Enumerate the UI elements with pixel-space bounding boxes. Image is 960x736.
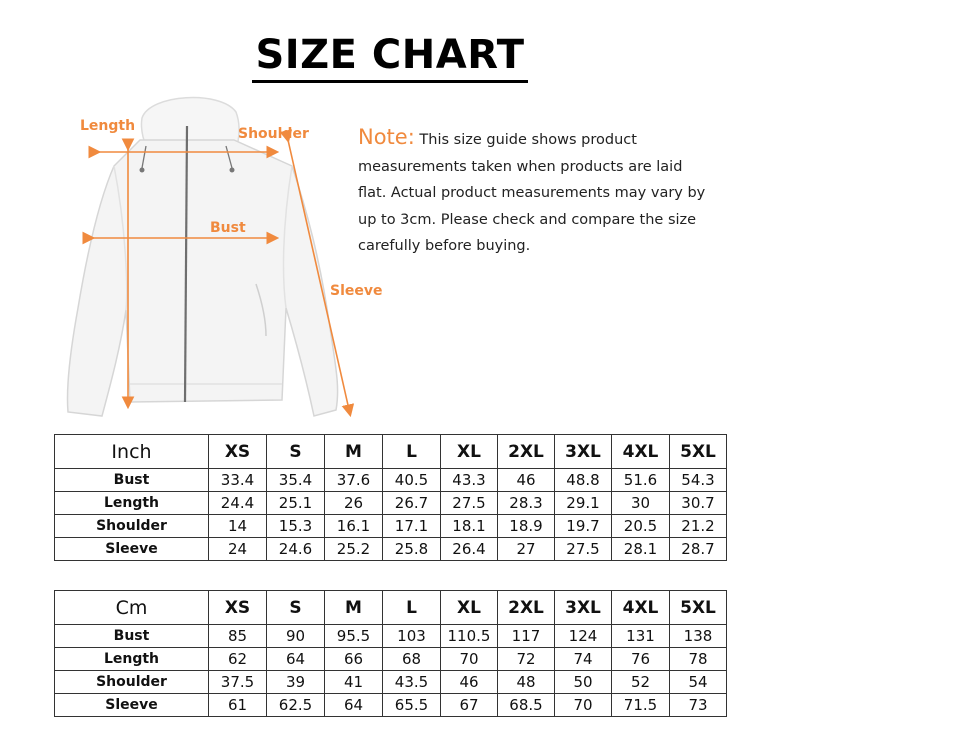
table-cell: 71.5 bbox=[612, 694, 670, 717]
table-cell: 65.5 bbox=[383, 694, 441, 717]
table-cell: 41 bbox=[325, 671, 383, 694]
size-header: 4XL bbox=[612, 435, 670, 469]
jacket-measurement-diagram bbox=[30, 88, 400, 428]
row-label: Shoulder bbox=[55, 515, 209, 538]
table-cell: 43.3 bbox=[441, 469, 498, 492]
table-cell: 24.6 bbox=[267, 538, 325, 561]
table-cell: 68 bbox=[383, 648, 441, 671]
cm-size-table bbox=[54, 590, 727, 717]
table-cell: 46 bbox=[441, 671, 498, 694]
table-cell: 131 bbox=[612, 625, 670, 648]
table-cell: 62 bbox=[209, 648, 267, 671]
table-cell: 110.5 bbox=[441, 625, 498, 648]
table-cell: 29.1 bbox=[555, 492, 612, 515]
table-cell: 30 bbox=[612, 492, 670, 515]
note-text: This size guide shows product measurements taken when products are laid flat. Actual product measurements may vary by up to 3cm. Please check and compare the size carefully before buying. bbox=[358, 132, 706, 254]
table-cell: 17.1 bbox=[383, 515, 441, 538]
table-cell: 54 bbox=[670, 671, 727, 694]
table-cell: 24 bbox=[209, 538, 267, 561]
table-cell: 25.1 bbox=[267, 492, 325, 515]
size-header: 3XL bbox=[555, 591, 612, 625]
table-cell: 16.1 bbox=[325, 515, 383, 538]
table-cell: 74 bbox=[555, 648, 612, 671]
shoulder-label: Shoulder bbox=[238, 126, 309, 142]
unit-header: Inch bbox=[55, 435, 209, 469]
row-label: Bust bbox=[55, 625, 209, 648]
title-underline bbox=[252, 80, 528, 83]
table-row bbox=[55, 625, 727, 648]
table-cell: 21.2 bbox=[670, 515, 727, 538]
row-label: Length bbox=[55, 492, 209, 515]
row-label: Sleeve bbox=[55, 694, 209, 717]
row-label: Length bbox=[55, 648, 209, 671]
table-cell: 40.5 bbox=[383, 469, 441, 492]
table-row bbox=[55, 671, 727, 694]
table-cell: 117 bbox=[498, 625, 555, 648]
table-cell: 43.5 bbox=[383, 671, 441, 694]
unit-header: Cm bbox=[55, 591, 209, 625]
table-cell: 70 bbox=[441, 648, 498, 671]
table-cell: 33.4 bbox=[209, 469, 267, 492]
table-cell: 35.4 bbox=[267, 469, 325, 492]
table-row bbox=[55, 469, 727, 492]
table-cell: 24.4 bbox=[209, 492, 267, 515]
table-row bbox=[55, 492, 727, 515]
table-cell: 50 bbox=[555, 671, 612, 694]
table-cell: 19.7 bbox=[555, 515, 612, 538]
table-cell: 52 bbox=[612, 671, 670, 694]
size-header: XL bbox=[441, 435, 498, 469]
table-cell: 70 bbox=[555, 694, 612, 717]
table-cell: 37.5 bbox=[209, 671, 267, 694]
row-label: Bust bbox=[55, 469, 209, 492]
table-cell: 51.6 bbox=[612, 469, 670, 492]
table-cell: 48.8 bbox=[555, 469, 612, 492]
table-cell: 37.6 bbox=[325, 469, 383, 492]
table-cell: 48 bbox=[498, 671, 555, 694]
table-cell: 138 bbox=[670, 625, 727, 648]
size-header: S bbox=[267, 435, 325, 469]
table-cell: 66 bbox=[325, 648, 383, 671]
table-cell: 25.8 bbox=[383, 538, 441, 561]
size-header: L bbox=[383, 435, 441, 469]
size-header: 5XL bbox=[670, 591, 727, 625]
table-row bbox=[55, 538, 727, 561]
row-label: Sleeve bbox=[55, 538, 209, 561]
table-cell: 26.4 bbox=[441, 538, 498, 561]
table-cell: 54.3 bbox=[670, 469, 727, 492]
table-cell: 62.5 bbox=[267, 694, 325, 717]
size-header: 2XL bbox=[498, 435, 555, 469]
table-cell: 76 bbox=[612, 648, 670, 671]
table-cell: 18.9 bbox=[498, 515, 555, 538]
size-header: S bbox=[267, 591, 325, 625]
table-cell: 28.7 bbox=[670, 538, 727, 561]
size-header: 3XL bbox=[555, 435, 612, 469]
table-cell: 73 bbox=[670, 694, 727, 717]
table-cell: 28.3 bbox=[498, 492, 555, 515]
table-cell: 103 bbox=[383, 625, 441, 648]
table-cell: 61 bbox=[209, 694, 267, 717]
table-cell: 26.7 bbox=[383, 492, 441, 515]
table-header-row bbox=[55, 435, 727, 469]
table-cell: 85 bbox=[209, 625, 267, 648]
table-cell: 78 bbox=[670, 648, 727, 671]
note-label: Note: bbox=[358, 125, 415, 149]
table-cell: 95.5 bbox=[325, 625, 383, 648]
table-cell: 20.5 bbox=[612, 515, 670, 538]
table-cell: 28.1 bbox=[612, 538, 670, 561]
table-cell: 90 bbox=[267, 625, 325, 648]
size-note bbox=[358, 124, 708, 260]
sleeve-label: Sleeve bbox=[330, 283, 383, 299]
size-header: XS bbox=[209, 591, 267, 625]
table-cell: 64 bbox=[267, 648, 325, 671]
length-label: Length bbox=[80, 118, 136, 134]
table-cell: 46 bbox=[498, 469, 555, 492]
table-cell: 18.1 bbox=[441, 515, 498, 538]
size-header: 4XL bbox=[612, 591, 670, 625]
table-row bbox=[55, 648, 727, 671]
table-cell: 68.5 bbox=[498, 694, 555, 717]
size-header: XS bbox=[209, 435, 267, 469]
table-cell: 30.7 bbox=[670, 492, 727, 515]
table-cell: 67 bbox=[441, 694, 498, 717]
table-cell: 27.5 bbox=[555, 538, 612, 561]
table-cell: 14 bbox=[209, 515, 267, 538]
bust-label: Bust bbox=[210, 220, 246, 236]
size-header: XL bbox=[441, 591, 498, 625]
size-header: 2XL bbox=[498, 591, 555, 625]
table-cell: 64 bbox=[325, 694, 383, 717]
table-row bbox=[55, 694, 727, 717]
table-cell: 124 bbox=[555, 625, 612, 648]
table-cell: 26 bbox=[325, 492, 383, 515]
size-header: M bbox=[325, 435, 383, 469]
table-row bbox=[55, 515, 727, 538]
table-cell: 25.2 bbox=[325, 538, 383, 561]
size-header: L bbox=[383, 591, 441, 625]
table-header-row bbox=[55, 591, 727, 625]
table-cell: 27 bbox=[498, 538, 555, 561]
table-cell: 72 bbox=[498, 648, 555, 671]
table-cell: 39 bbox=[267, 671, 325, 694]
page-title: SIZE CHART bbox=[255, 32, 525, 78]
inch-size-table bbox=[54, 434, 727, 561]
jacket-illustration bbox=[67, 98, 337, 416]
size-header: 5XL bbox=[670, 435, 727, 469]
table-cell: 27.5 bbox=[441, 492, 498, 515]
size-header: M bbox=[325, 591, 383, 625]
table-cell: 15.3 bbox=[267, 515, 325, 538]
row-label: Shoulder bbox=[55, 671, 209, 694]
